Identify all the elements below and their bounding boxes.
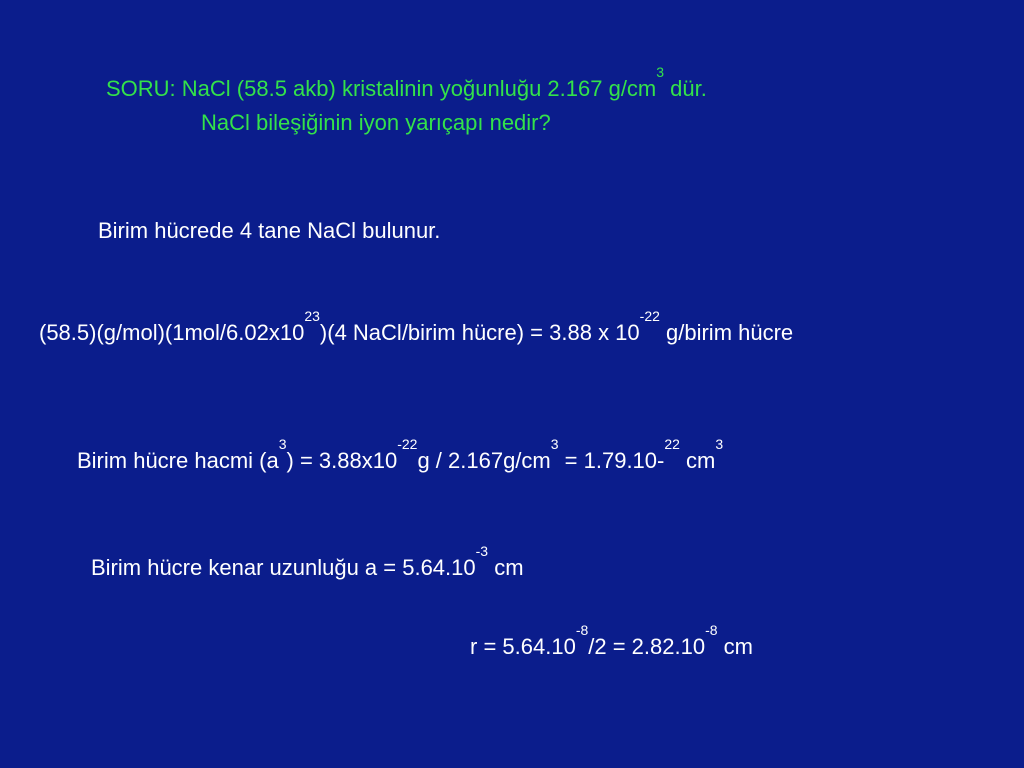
step-text: (58.5)(g/mol)(1mol/6.02x10 bbox=[39, 320, 305, 345]
step-text: Birim hücre kenar uzunluğu a = 5.64.10 bbox=[91, 555, 476, 580]
step-volume-calculation bbox=[77, 436, 724, 474]
step-text: )(4 NaCl/birim hücre) = 3.88 x 10 bbox=[319, 320, 640, 345]
superscript: -8 bbox=[705, 622, 718, 638]
superscript: 23 bbox=[304, 308, 320, 324]
step-mass-calculation bbox=[39, 308, 794, 346]
step-text: r = 5.64.10 bbox=[470, 634, 576, 659]
superscript: -8 bbox=[575, 622, 589, 638]
superscript: -3 bbox=[475, 543, 489, 559]
superscript: 3 bbox=[715, 436, 724, 452]
step-text: cm bbox=[717, 634, 753, 659]
superscript: 22 bbox=[664, 436, 680, 452]
step-text: Birim hücrede 4 tane NaCl bulunur. bbox=[98, 218, 441, 243]
question-text: SORU: NaCl (58.5 akb) kristalinin yoğunluğu 2.167 g/cm bbox=[106, 76, 657, 101]
question-text-end: dür. bbox=[664, 76, 707, 101]
step-text: Birim hücre hacmi (a bbox=[77, 448, 279, 473]
step-text: g/birim hücre bbox=[659, 320, 794, 345]
superscript: 3 bbox=[278, 436, 287, 452]
step-text: g / 2.167g/cm bbox=[417, 448, 551, 473]
step-text: cm bbox=[488, 555, 524, 580]
question-line-1 bbox=[106, 64, 707, 102]
step-ion-radius bbox=[470, 622, 753, 660]
step-text: = 1.79.10- bbox=[558, 448, 665, 473]
step-edge-length bbox=[91, 543, 524, 581]
step-text: /2 = 2.82.10 bbox=[588, 634, 706, 659]
question-line-2 bbox=[201, 110, 551, 136]
superscript: 3 bbox=[550, 436, 559, 452]
superscript: -22 bbox=[397, 436, 418, 452]
step-text: ) = 3.88x10 bbox=[286, 448, 398, 473]
question-text: NaCl bileşiğinin iyon yarıçapı nedir? bbox=[201, 110, 551, 135]
superscript: 3 bbox=[656, 64, 665, 80]
step-unit-cell-count bbox=[98, 218, 440, 244]
superscript: -22 bbox=[639, 308, 660, 324]
step-text: cm bbox=[679, 448, 716, 473]
